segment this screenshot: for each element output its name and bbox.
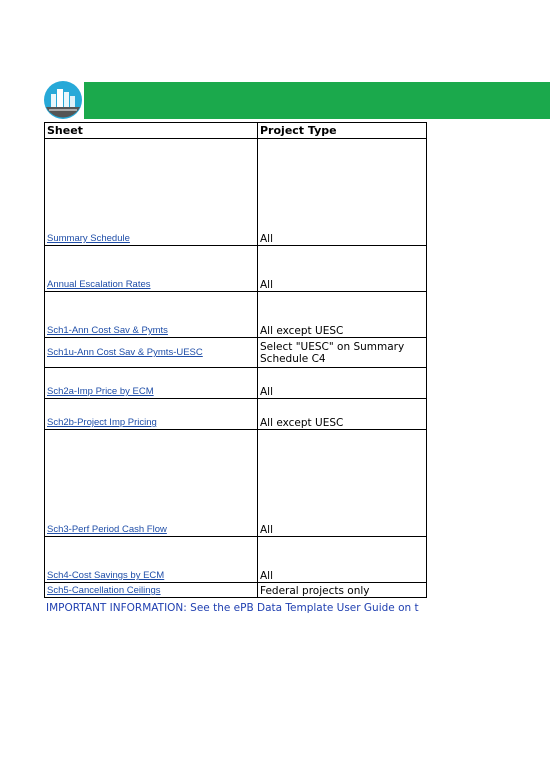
project-type-value: All [260, 524, 274, 536]
project-type-value: All [260, 386, 274, 398]
project-type-value: All except UESC [260, 417, 344, 429]
sheet-link-sch2a[interactable]: Sch2a-Imp Price by ECM [47, 386, 154, 397]
table-row [45, 583, 427, 598]
project-type-value: All [260, 279, 274, 291]
table-row [45, 399, 427, 430]
sheet-link-sch3[interactable]: Sch3-Perf Period Cash Flow [47, 524, 167, 535]
table-row [45, 139, 427, 246]
sheet-link-sch2b[interactable]: Sch2b-Project Imp Pricing [47, 417, 157, 428]
table-header-row [45, 123, 427, 139]
table-row [45, 292, 427, 338]
table-row [45, 338, 427, 368]
building-skyline-logo [43, 80, 83, 120]
header-project-type: Project Type [258, 123, 427, 139]
project-type-value: Federal projects only [260, 585, 370, 597]
sheet-link-sch1u[interactable]: Sch1u-Ann Cost Sav & Pymts-UESC [47, 347, 203, 358]
sheet-link-sch5[interactable]: Sch5-Cancellation Ceilings [47, 585, 161, 596]
table-row [45, 537, 427, 583]
table-row [45, 368, 427, 399]
sheet-link-sch1[interactable]: Sch1-Ann Cost Sav & Pymts [47, 325, 168, 336]
table-row [45, 430, 427, 537]
sheet-table [44, 122, 427, 598]
header-banner [84, 82, 550, 119]
header-sheet: Sheet [45, 123, 258, 139]
sheet-link-summary-schedule[interactable]: Summary Schedule [47, 233, 130, 244]
project-type-value: All [260, 233, 274, 245]
sheet-link-annual-escalation-rates[interactable]: Annual Escalation Rates [47, 279, 151, 290]
project-type-value: All [260, 570, 274, 582]
table-row [45, 246, 427, 292]
sheet-link-sch4[interactable]: Sch4-Cost Savings by ECM [47, 570, 165, 581]
important-info-link[interactable]: IMPORTANT INFORMATION: See the ePB Data Template User Guide on t [46, 602, 419, 614]
project-type-value: All except UESC [260, 325, 344, 337]
project-type-value: Select "UESC" on Summary Schedule C4 [260, 340, 405, 365]
